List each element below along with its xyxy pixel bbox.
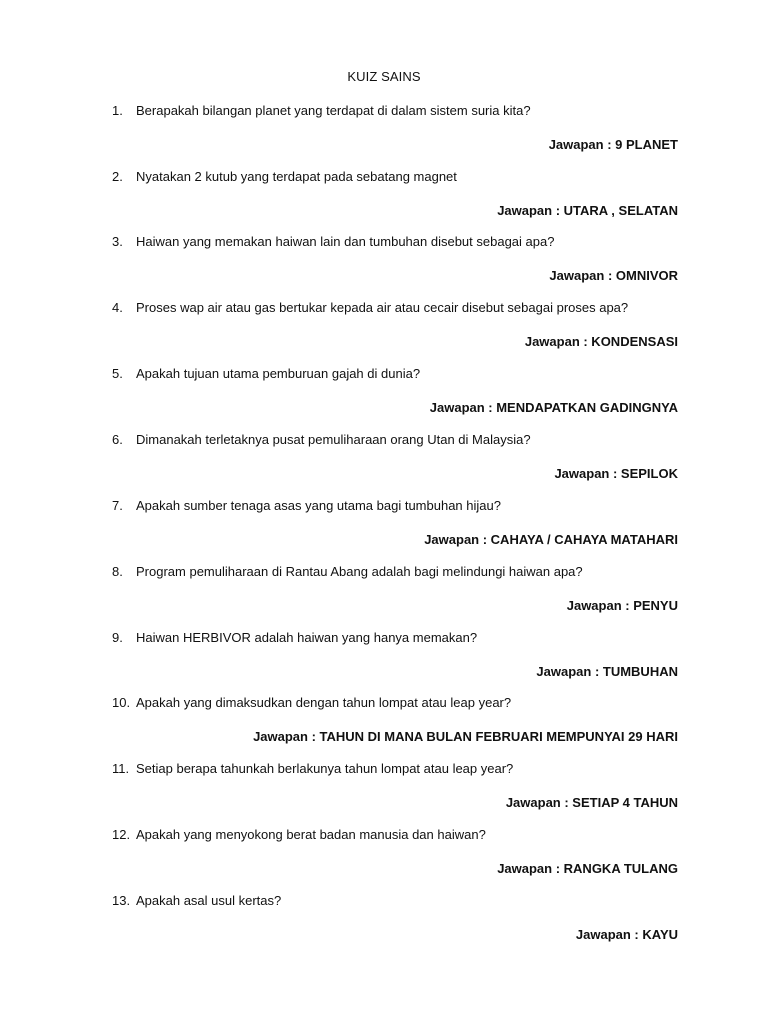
- quiz-item: [0, 103, 768, 169]
- question-text: [112, 498, 712, 514]
- answer-text: Jawapan : MENDAPATKAN GADINGNYA: [429, 400, 678, 415]
- question-number: 10.: [112, 695, 131, 710]
- answer-text: Jawapan : TUMBUHAN: [536, 664, 678, 679]
- answer-text: Jawapan : 9 PLANET: [548, 137, 678, 152]
- quiz-item: [0, 432, 768, 498]
- question-text: [112, 630, 712, 646]
- answer-text: Jawapan : SETIAP 4 TAHUN: [505, 795, 678, 810]
- question-number: 9.: [112, 630, 123, 645]
- quiz-item: [0, 498, 768, 564]
- question-text: [112, 432, 712, 448]
- question-label: Nyatakan 2 kutub yang terdapat pada sebatang magnet: [136, 169, 457, 184]
- answer-text: Jawapan : RANGKA TULANG: [497, 861, 678, 876]
- answer-text: Jawapan : UTARA , SELATAN: [497, 203, 678, 218]
- question-number: 13.: [112, 893, 131, 908]
- question-text: [112, 893, 712, 909]
- quiz-item: [0, 761, 768, 827]
- question-label: Setiap berapa tahunkah berlakunya tahun lompat atau leap year?: [136, 761, 514, 776]
- question-number: 7.: [112, 498, 123, 513]
- answer-text: Jawapan : SEPILOK: [554, 466, 678, 481]
- question-label: Apakah tujuan utama pemburuan gajah di dunia?: [136, 366, 421, 381]
- quiz-item: [0, 300, 768, 366]
- answer-text: Jawapan : PENYU: [566, 598, 678, 613]
- question-number: 4.: [112, 300, 123, 315]
- question-label: Apakah yang menyokong berat badan manusia dan haiwan?: [136, 827, 486, 842]
- question-number: 6.: [112, 432, 123, 447]
- answer-text: Jawapan : OMNIVOR: [549, 268, 678, 283]
- question-text: [112, 695, 712, 711]
- page-title: KUIZ SAINS: [347, 69, 421, 84]
- quiz-item: [0, 564, 768, 630]
- question-text: [112, 103, 712, 119]
- answer-text: Jawapan : CAHAYA / CAHAYA MATAHARI: [424, 532, 678, 547]
- question-label: Berapakah bilangan planet yang terdapat di dalam sistem suria kita?: [136, 103, 531, 118]
- question-text: [112, 234, 712, 250]
- question-number: 11.: [112, 761, 130, 776]
- quiz-item: [0, 234, 768, 300]
- question-text: [112, 366, 712, 382]
- answer-text: Jawapan : TAHUN DI MANA BULAN FEBRUARI MEMPUNYAI 29 HARI: [253, 729, 678, 744]
- question-label: Apakah sumber tenaga asas yang utama bagi tumbuhan hijau?: [136, 498, 501, 513]
- question-number: 12.: [112, 827, 131, 842]
- question-label: Proses wap air atau gas bertukar kepada air atau cecair disebut sebagai proses apa?: [136, 300, 629, 315]
- question-text: [112, 300, 712, 316]
- answer-text: Jawapan : KAYU: [575, 927, 678, 942]
- quiz-item: [0, 827, 768, 893]
- question-number: 2.: [112, 169, 123, 184]
- question-label: Dimanakah terletaknya pusat pemuliharaan orang Utan di Malaysia?: [136, 432, 531, 447]
- quiz-item: [0, 630, 768, 696]
- question-text: [112, 169, 712, 185]
- question-text: [112, 564, 712, 580]
- quiz-item: [0, 169, 768, 235]
- quiz-item: [0, 695, 768, 761]
- question-label: Haiwan yang memakan haiwan lain dan tumbuhan disebut sebagai apa?: [136, 234, 555, 249]
- answer-text: Jawapan : KONDENSASI: [524, 334, 678, 349]
- question-text: [112, 827, 712, 843]
- question-number: 1.: [112, 103, 123, 118]
- quiz-item: [0, 893, 768, 959]
- question-label: Apakah asal usul kertas?: [136, 893, 282, 908]
- question-label: Program pemuliharaan di Rantau Abang adalah bagi melindungi haiwan apa?: [136, 564, 583, 579]
- question-label: Haiwan HERBIVOR adalah haiwan yang hanya memakan?: [136, 630, 478, 645]
- quiz-item: [0, 366, 768, 432]
- question-label: Apakah yang dimaksudkan dengan tahun lompat atau leap year?: [136, 695, 512, 710]
- question-number: 3.: [112, 234, 123, 249]
- question-number: 8.: [112, 564, 123, 579]
- question-text: [112, 761, 712, 777]
- question-number: 5.: [112, 366, 123, 381]
